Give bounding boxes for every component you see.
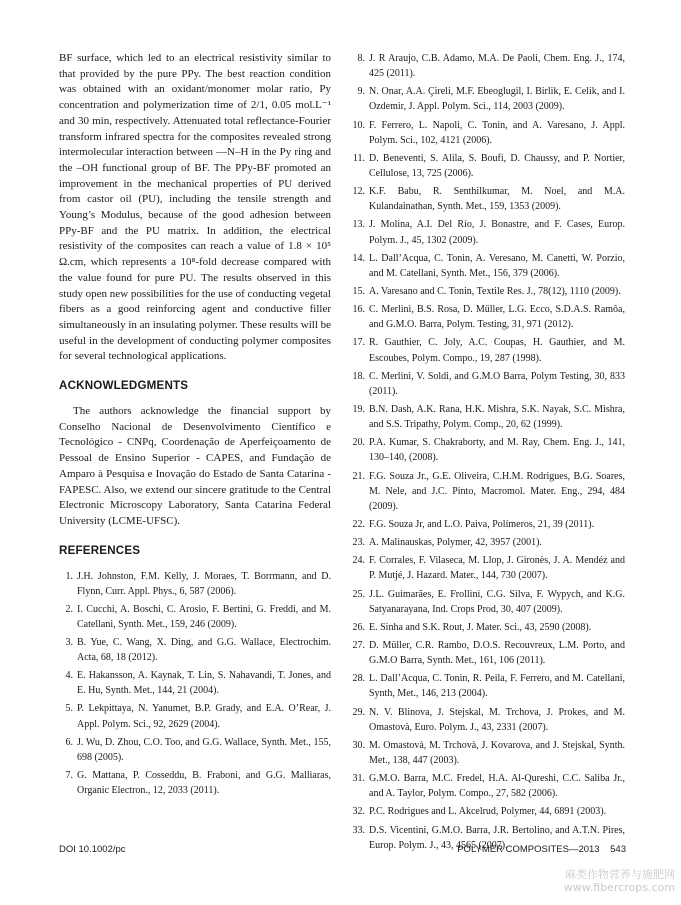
reference-item: [351, 517, 625, 532]
reference-number: 1.: [65, 570, 73, 582]
reference-number: 4.: [65, 670, 73, 682]
reference-text: B. Yue, C. Wang, X. Ding, and G.G. Wallace, Electrochim. Acta, 68, 18 (2012).: [77, 637, 331, 664]
reference-item: [351, 553, 625, 583]
reference-number: 21.: [352, 470, 365, 482]
reference-item: [351, 435, 625, 465]
reference-text: D.S. Vicentini, G.M.O. Barra, J.R. Bertolino, and A.T.N. Pires, Europ. Polym. J., 43, 4565 (2007).: [369, 824, 625, 851]
reference-item: [59, 569, 331, 599]
reference-item: [59, 635, 331, 665]
reference-item: [351, 335, 625, 365]
reference-number: 28.: [352, 673, 365, 685]
reference-text: P.C. Rodrigues and L. Akcelrud, Polymer, 44, 6891 (2003).: [369, 806, 607, 818]
references-list-right: [351, 51, 625, 853]
reference-item: [351, 184, 625, 214]
reference-item: [351, 302, 625, 332]
reference-number: 12.: [352, 186, 365, 198]
reference-item: [351, 535, 625, 550]
reference-number: 31.: [352, 773, 365, 785]
watermark-line-1: 麻类作物营养与施肥网: [565, 868, 675, 881]
reference-text: L. Dall’Acqua, C. Tonin, A. Veresano, M. Canetti, W. Porzio, and M. Catellani, Synth. Met., 156, 379 (2006).: [369, 252, 625, 279]
reference-item: [351, 804, 625, 819]
reference-item: [351, 469, 625, 514]
reference-number: 6.: [65, 736, 73, 748]
reference-item: [351, 705, 625, 735]
reference-text: P.A. Kumar, S. Chakraborty, and M. Ray, Chem. Eng. J., 141, 130–140, (2008).: [369, 437, 625, 464]
abstract-paragraph: BF surface, which led to an electrical resistivity similar to that provided by the pure PPy. The best reaction condition was obtained with an oxidant/monomer molar ratio, Py concentration and polymerization time of 2/1, 0.05 mol.L⁻¹ and 30 min, respectively. Attenuated total reflectance-Fourier transform infrared spectra for the composites revealed strong intermolecular interaction between —N–H in the Py ring and the –OH functional group of BF. The PPy-BF promoted an improvement in the mechanical properties of PU derived from castor oil (PU), including the tensile strength and Young’s Modulus, because of the good adhesion between PPy-BF and the PU matrix. In addition, the electrical resistivity of the composites can reach a value of 1.8 × 10⁵ Ω.cm, which represents a 10⁸-fold decrease compared with the value found for pure PU. The results observed in this study open new possibilities for the use of conducting vegetal fibers as a good reinforcing agent and conductive filler simultaneously in an insulating polymer. These results will be useful in the development of conducting polymer composites for several technological applications.: [59, 52, 332, 363]
reference-item: [351, 771, 625, 801]
reference-item: [351, 118, 625, 148]
reference-number: 18.: [352, 370, 365, 382]
reference-text: F. Ferrero, L. Napoli, C. Tonin, and A. Varesano, J. Appl. Polym. Sci., 102, 4121 (2006).: [369, 119, 625, 146]
reference-number: 33.: [352, 824, 365, 836]
left-column: [59, 51, 331, 801]
reference-text: J. Wu, D. Zhou, C.O. Too, and G.G. Wallace, Synth. Met., 155, 698 (2005).: [77, 736, 331, 763]
reference-text: F. Corrales, F. Vilaseca, M. Llop, J. Gironès, J. A. Mendéz and P. Mutjé, J. Hazard. Mater., 144, 730 (2007).: [369, 555, 625, 582]
reference-number: 3.: [65, 637, 73, 649]
reference-text: I. Cucchi, A. Boschi, C. Arosio, F. Bertini, G. Freddi, and M. Catellani, Synth. Met., 159, 246 (2009).: [77, 603, 331, 630]
reference-text: M. Omastovà, M. Trchovà, J. Kovarova, and J. Stejskal, Synth. Met., 138, 447 (2003).: [369, 739, 625, 766]
reference-text: J. Molina, A.I. Del Río, J. Bonastre, and F. Cases, Europ. Polym. J., 45, 1302 (2009).: [369, 219, 625, 246]
reference-number: 22.: [352, 518, 365, 530]
reference-text: N. Onar, A.A. Çireli, M.F. Ebeoglugil, I. Birlik, E. Celik, and I. Ozdemir, J. Appl. Polym. Sci., 114, 2003 (2009).: [369, 86, 625, 113]
reference-item: [59, 735, 331, 765]
reference-text: A. Malinauskas, Polymer, 42, 3957 (2001).: [369, 537, 542, 549]
footer-doi: DOI 10.1002/pc: [59, 844, 126, 855]
reference-text: E. Hakansson, A. Kaynak, T. Lin, S. Nahavandi, T. Jones, and E. Hu, Synth. Met., 144, 21 (2004).: [77, 670, 331, 697]
reference-text: F.G. Souza Jr, and L.O. Paiva, Polímeros, 21, 39 (2011).: [369, 518, 595, 530]
reference-text: D. Müller, C.R. Rambo, D.O.S. Recouvreux, L.M. Porto, and G.M.O Barra, Synth. Met., 161, 106 (2011).: [369, 640, 625, 667]
reference-text: G.M.O. Barra, M.C. Fredel, H.A. Al-Qureshi, C.C. Saliba Jr., and A. Taylor, Polym. Compo., 27, 582 (2006).: [369, 773, 625, 800]
acknowledgments-paragraph: The authors acknowledge the financial support by Conselho Nacional de Desenvolvimento Científico e Tecnológico - CNPq, Coordenação de Aperfeiçoamento de Pessoal de Ensino Superior - CAPES, and Fundação de Amparo à Pesquisa e Inovação do Estado de Santa Catarina - FAPESC. Also, we extend our sincere gratitude to the Central Electronic Microscopy Laboratory, Santa Catarina Federal University (LCME-UFSC).: [59, 405, 331, 527]
reference-text: J. R Araujo, C.B. Adamo, M.A. De Paoli, Chem. Eng. J., 174, 425 (2011).: [369, 53, 625, 80]
reference-item: [351, 217, 625, 247]
footer-journal-page: POLYMER COMPOSITES—2013 543: [457, 844, 626, 855]
reference-item: [59, 668, 331, 698]
reference-number: 20.: [352, 437, 365, 449]
reference-text: A. Varesano and C. Tonin, Textile Res. J., 78(12), 1110 (2009).: [369, 285, 621, 297]
reference-number: 15.: [352, 285, 365, 297]
reference-number: 23.: [352, 537, 365, 549]
reference-text: F.G. Souza Jr., G.E. Oliveira, C.H.M. Rodrigues, B.G. Soares, M. Nele, and J.C. Pinto, Macromol. Mater. Eng., 294, 484 (2009).: [369, 470, 625, 512]
reference-number: 9.: [357, 86, 365, 98]
reference-number: 5.: [65, 703, 73, 715]
reference-number: 7.: [65, 769, 73, 781]
reference-text: C. Merlini, V. Soldi, and G.M.O Barra, Polym Testing, 30, 833 (2011).: [369, 370, 625, 397]
reference-number: 17.: [352, 337, 365, 349]
reference-item: [351, 671, 625, 701]
reference-item: [351, 620, 625, 635]
reference-text: G. Mattana, P. Cosseddu, B. Fraboni, and G.G. Malliaras, Organic Electron., 12, 2033 (2011).: [77, 769, 331, 796]
reference-text: E. Sinha and S.K. Rout, J. Mater. Sci., 43, 2590 (2008).: [369, 621, 592, 633]
reference-text: J.L. Guimarães, E. Frollini, C.G. Silva, F. Wypych, and K.G. Satyanarayana, Ind. Crops Prod, 30, 407 (2009).: [369, 588, 625, 615]
watermark: [564, 868, 675, 894]
reference-item: [351, 51, 625, 81]
reference-number: 8.: [357, 53, 365, 64]
reference-text: R. Gauthier, C. Joly, A.C. Coupas, H. Gauthier, and M. Escoubes, Polym. Compo., 19, 287 (1998).: [369, 337, 625, 364]
reference-number: 25.: [352, 588, 365, 600]
reference-text: D. Beneventi, S. Alila, S. Boufi, D. Chaussy, and P. Nortier, Cellulose, 13, 725 (2006).: [369, 152, 625, 179]
acknowledgments-heading: ACKNOWLEDGMENTS: [59, 379, 189, 393]
reference-text: B.N. Dash, A.K. Rana, H.K. Mishra, S.K. Nayak, S.C. Mishra, and S.S. Tripathy, Polym. Comp., 20, 62 (1999).: [369, 404, 625, 431]
reference-item: [351, 84, 625, 114]
references-list-left: [59, 569, 331, 798]
watermark-line-2: www.fibercrops.com: [563, 881, 675, 894]
reference-item: [351, 587, 625, 617]
reference-number: 27.: [352, 640, 365, 652]
reference-item: [351, 251, 625, 281]
reference-item: [351, 369, 625, 399]
reference-item: [351, 638, 625, 668]
reference-number: 30.: [352, 739, 365, 751]
reference-text: C. Merlini, B.S. Rosa, D. Müller, L.G. Ecco, S.D.A.S. Ramôa, and G.M.O. Barra, Polym. Testing, 31, 971 (2012).: [369, 304, 625, 331]
reference-number: 2.: [65, 603, 73, 615]
reference-number: 26.: [352, 621, 365, 633]
reference-item: [59, 768, 331, 798]
reference-item: [59, 701, 331, 731]
reference-item: [351, 738, 625, 768]
reference-number: 11.: [352, 152, 365, 164]
reference-number: 13.: [352, 219, 365, 231]
reference-item: [351, 151, 625, 181]
reference-text: P. Lekpittaya, N. Yanumet, B.P. Grady, and E.A. O’Rear, J. Appl. Polym. Sci., 92, 2629 (2004).: [77, 703, 331, 730]
reference-item: [59, 602, 331, 632]
references-heading: REFERENCES: [59, 543, 141, 557]
reference-item: [351, 284, 625, 299]
reference-text: J.H. Johnston, F.M. Kelly, J. Moraes, T. Borrmann, and D. Flynn, Curr. Appl. Phys., 6, 587 (2006).: [77, 570, 331, 597]
reference-item: [351, 402, 625, 432]
reference-number: 16.: [352, 304, 365, 316]
reference-number: 10.: [352, 119, 365, 131]
reference-number: 32.: [352, 806, 365, 818]
reference-number: 29.: [352, 706, 365, 718]
reference-text: L. Dall’Acqua, C. Tonin, R. Peila, F. Ferrero, and M. Catellani, Synth, Met., 146, 213 (2004).: [369, 673, 625, 700]
reference-text: N. V. Blinova, J. Stejskal, M. Trchova, J. Prokes, and M. Omastovà, Euro. Polym. J., 43, 2331 (2007).: [369, 706, 625, 733]
reference-number: 19.: [352, 404, 365, 415]
reference-number: 14.: [352, 252, 365, 264]
reference-text: K.F. Babu, R. Senthilkumar, M. Noel, and M.A. Kulandainathan, Synth. Met., 159, 1353 (2009).: [369, 186, 625, 213]
reference-number: 24.: [352, 555, 365, 567]
right-column: [351, 51, 625, 856]
